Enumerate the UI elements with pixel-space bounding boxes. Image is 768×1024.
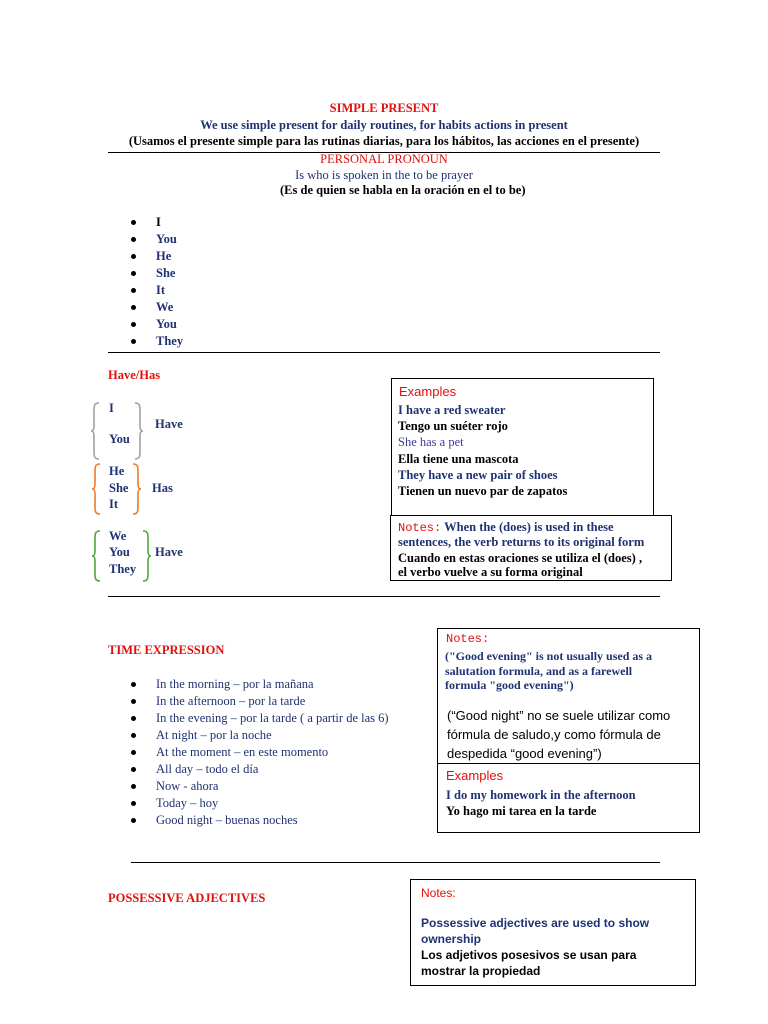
example-line: Tienen un nuevo par de zapatos (398, 484, 568, 498)
notes-line: mostrar la propiedad (421, 964, 541, 978)
list-item: She (131, 265, 183, 282)
pronoun-label: He (109, 464, 125, 478)
notes-line: (“Good night” no se suele utilizar como (447, 708, 671, 723)
list-item: In the morning – por la mañana (131, 676, 389, 693)
notes-line: formula "good evening") (445, 678, 574, 692)
pronoun-title: PERSONAL PRONOUN (320, 152, 448, 166)
notes-line: ("Good evening" is not usually used as a (445, 649, 653, 663)
notes-line: Los adjetivos posesivos se usan para (421, 948, 637, 962)
divider-2 (108, 352, 660, 353)
example-line: Ella tiene una mascota (398, 452, 519, 466)
page-title: SIMPLE PRESENT (329, 101, 439, 115)
verb-label: Has (152, 481, 173, 495)
list-item: All day – todo el día (131, 761, 389, 778)
list-item: He (131, 248, 183, 265)
list-item: I (131, 214, 183, 231)
example-line: They have a new pair of shoes (398, 468, 558, 482)
list-item: You (131, 316, 183, 333)
pronoun-label: It (109, 497, 119, 511)
notes-label: Notes: (398, 521, 442, 535)
verb-label: Have (155, 417, 183, 431)
list-item: Today – hoy (131, 795, 389, 812)
notes-line: Cuando en estas oraciones se utiliza el (does) , (398, 551, 643, 565)
have-has-title: Have/Has (108, 368, 161, 382)
pronoun-label: She (109, 481, 129, 495)
list-item: Now - ahora (131, 778, 389, 795)
notes-box (390, 515, 672, 581)
box-divider (438, 763, 699, 764)
list-item: Good night – buenas noches (131, 812, 389, 829)
divider-4 (131, 862, 660, 863)
list-item: In the afternoon – por la tarde (131, 693, 389, 710)
time-expression-title: TIME EXPRESSION (108, 643, 225, 657)
pronoun-label: You (109, 432, 130, 446)
notes-line: salutation formula, and as a farewell (445, 664, 633, 678)
pronoun-label: You (109, 545, 130, 559)
pronoun-label: They (109, 562, 137, 576)
example-line: Tengo un suéter rojo (398, 419, 508, 433)
possessive-notes-box (410, 879, 696, 986)
notes-line: ownership (421, 932, 482, 946)
verb-label: Have (155, 545, 183, 559)
divider-3 (108, 596, 660, 597)
example-line: I do my homework in the afternoon (446, 788, 636, 802)
notes-label: Notes: (421, 886, 456, 900)
pronoun-subtitle-es: (Es de quien se habla en la oración en el to be) (280, 183, 526, 197)
list-item: It (131, 282, 183, 299)
notes-line: Possessive adjectives are used to show (421, 916, 650, 930)
notes-line: el verbo vuelve a su forma original (398, 565, 583, 579)
pronoun-label: We (109, 529, 127, 543)
list-item: At the moment – en este momento (131, 744, 389, 761)
pronoun-list (131, 214, 183, 350)
time-notes-box (437, 628, 700, 833)
right-brace-icon (132, 463, 142, 515)
pronoun-label: I (109, 401, 114, 415)
list-item: You (131, 231, 183, 248)
left-brace-icon (91, 463, 101, 515)
list-item: We (131, 299, 183, 316)
page-subtitle-es: (Usamos el presente simple para las rutinas diarias, para los hábitos, las acciones en el presente) (128, 134, 640, 148)
time-expression-list (131, 676, 389, 829)
notes-label: Notes: (446, 632, 490, 646)
list-item: They (131, 333, 183, 350)
left-brace-icon (91, 530, 101, 582)
examples-box (391, 378, 654, 518)
right-brace-icon (142, 530, 152, 582)
examples-heading: Examples (446, 768, 504, 783)
example-line: Yo hago mi tarea en la tarde (446, 804, 597, 818)
examples-heading: Examples (399, 384, 457, 399)
notes-line: When the (does) is used in these (441, 520, 614, 534)
page-subtitle: We use simple present for daily routines, for habits actions in present (200, 118, 568, 132)
pronoun-subtitle: Is who is spoken in the to be prayer (295, 168, 473, 182)
right-brace-icon (134, 402, 144, 460)
list-item: At night – por la noche (131, 727, 389, 744)
example-line: I have a red sweater (398, 403, 506, 417)
notes-line: fórmula de saludo,y como fórmula de (447, 727, 661, 742)
possessive-title: POSSESSIVE ADJECTIVES (108, 891, 266, 905)
notes-line: despedida “good evening”) (447, 746, 602, 761)
list-item: In the evening – por la tarde ( a partir de las 6) (131, 710, 389, 727)
example-line: She has a pet (398, 435, 464, 449)
left-brace-icon (90, 402, 100, 460)
notes-line: sentences, the verb returns to its original form (398, 535, 645, 549)
